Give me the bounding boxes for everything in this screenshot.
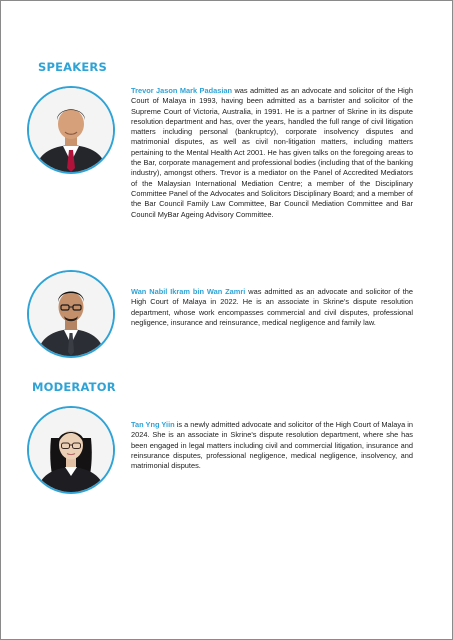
- speaker-2-photo: [27, 270, 115, 358]
- speaker-2-bio: [131, 287, 413, 328]
- speaker-1-name: Trevor Jason Mark Padasian: [131, 86, 232, 95]
- moderator-photo: [27, 406, 115, 494]
- speaker-1-photo: [27, 86, 115, 174]
- speaker-1-bio-text: was admitted as an advocate and solicitor of the High Court of Malaya in 1993, having been admitted as a barrister and solicitor of the Supreme Court of Victoria, Australia, in 1991. He is a partner of Skrine in its dispute resolution department and has, over the years, handled the full range of civil litigation matters including personal (bankruptcy), corporate insolvency disputes and matrimonial disputes, as well as civil non-litigation matters, including matters pertaining to the Mental Health Act 2001. He has given talks on the foregoing areas to the Bar, corporate management and professional bodies (including that of the banking industry), amongst others. Trevor is a mediator on the Panel of Accredited Mediators of the Malaysian International Mediation Centre; a member of the Disciplinary Committee Panel of the Advocates and Solicitors Disciplinary Board; and a member of the Bar Council Family Law Committee, Bar Council Mediation Committee and Bar Council MyBar Ageing Advisory Committee.: [131, 86, 413, 219]
- speaker-1-bio: [131, 86, 413, 220]
- speaker-2-bio-text: was admitted as an advocate and solicitor of the High Court of Malaya in 2022. He is an associate in Skrine's dispute resolution department, whose work encompasses commercial and civil disputes, professional negligence, insurance and reinsurance, medical negligence and family law.: [131, 287, 414, 327]
- moderator-name: Tan Yng Yiin: [131, 420, 175, 429]
- moderator-bio: [131, 420, 413, 471]
- portrait-man-suit-red-tie-icon: [29, 88, 113, 172]
- portrait-woman-glasses-icon: [29, 408, 113, 492]
- moderator-bio-text: is a newly admitted advocate and solicitor of the High Court of Malaya in 2024. She is an associate in Skrine's dispute resolution department, where she has been engaged in legal matters including civil and commercial litigation, insurance and reinsurance disputes, professional negligence, medical negligence, insolvency, and matrimonial disputes.: [131, 420, 413, 471]
- speaker-2-name: Wan Nabil Ikram bin Wan Zamri: [131, 287, 246, 296]
- moderator-heading: MODERATOR: [32, 380, 116, 394]
- speakers-heading: SPEAKERS: [38, 60, 107, 74]
- portrait-man-glasses-suit-icon: [29, 272, 113, 356]
